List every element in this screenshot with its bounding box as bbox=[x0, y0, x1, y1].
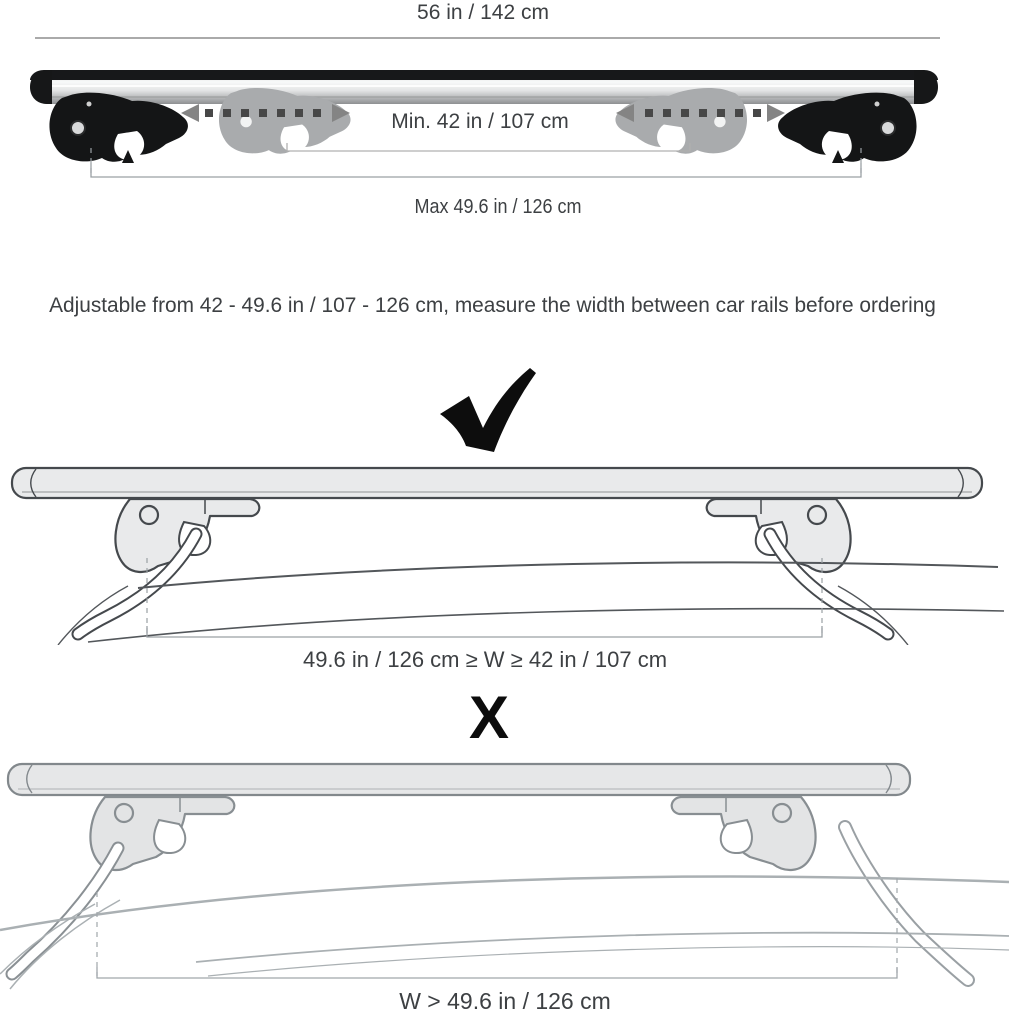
left-foot-on-rail bbox=[78, 499, 259, 634]
drawn-crossbar-short bbox=[8, 764, 910, 795]
rail-width-dimension-line-2 bbox=[97, 878, 897, 978]
correct-fit-drawing bbox=[0, 458, 1009, 645]
rail-width-dimension-line bbox=[147, 558, 822, 637]
adjustable-note: Adjustable from 42 - 49.6 in / 107 - 126 cm, measure the width between car rails before ordering bbox=[49, 293, 936, 317]
car-roof-outline bbox=[58, 562, 1004, 645]
total-length-label: 56 in / 142 cm bbox=[417, 1, 549, 24]
x-icon: X bbox=[468, 684, 510, 751]
right-rail-outside bbox=[845, 827, 968, 980]
max-width-label: Max 49.6 in / 126 cm bbox=[414, 196, 582, 218]
right-foot-on-rail bbox=[707, 499, 888, 634]
check-icon bbox=[438, 366, 543, 454]
incorrect-fit-drawing bbox=[0, 752, 1009, 990]
incorrect-range-label: W > 49.6 in / 126 cm bbox=[399, 988, 611, 1014]
drawn-crossbar bbox=[12, 468, 982, 498]
right-foot-missing-rail bbox=[672, 797, 816, 870]
min-width-label: Min. 42 in / 107 cm bbox=[391, 110, 569, 133]
car-roof-outline-light bbox=[0, 877, 1009, 989]
min-width-dimension-line bbox=[287, 143, 690, 151]
correct-range-label: 49.6 in / 126 cm ≥ W ≥ 42 in / 107 cm bbox=[302, 647, 668, 672]
aluminum-crossbar-photo bbox=[30, 70, 938, 104]
max-width-dimension-line bbox=[91, 148, 861, 177]
